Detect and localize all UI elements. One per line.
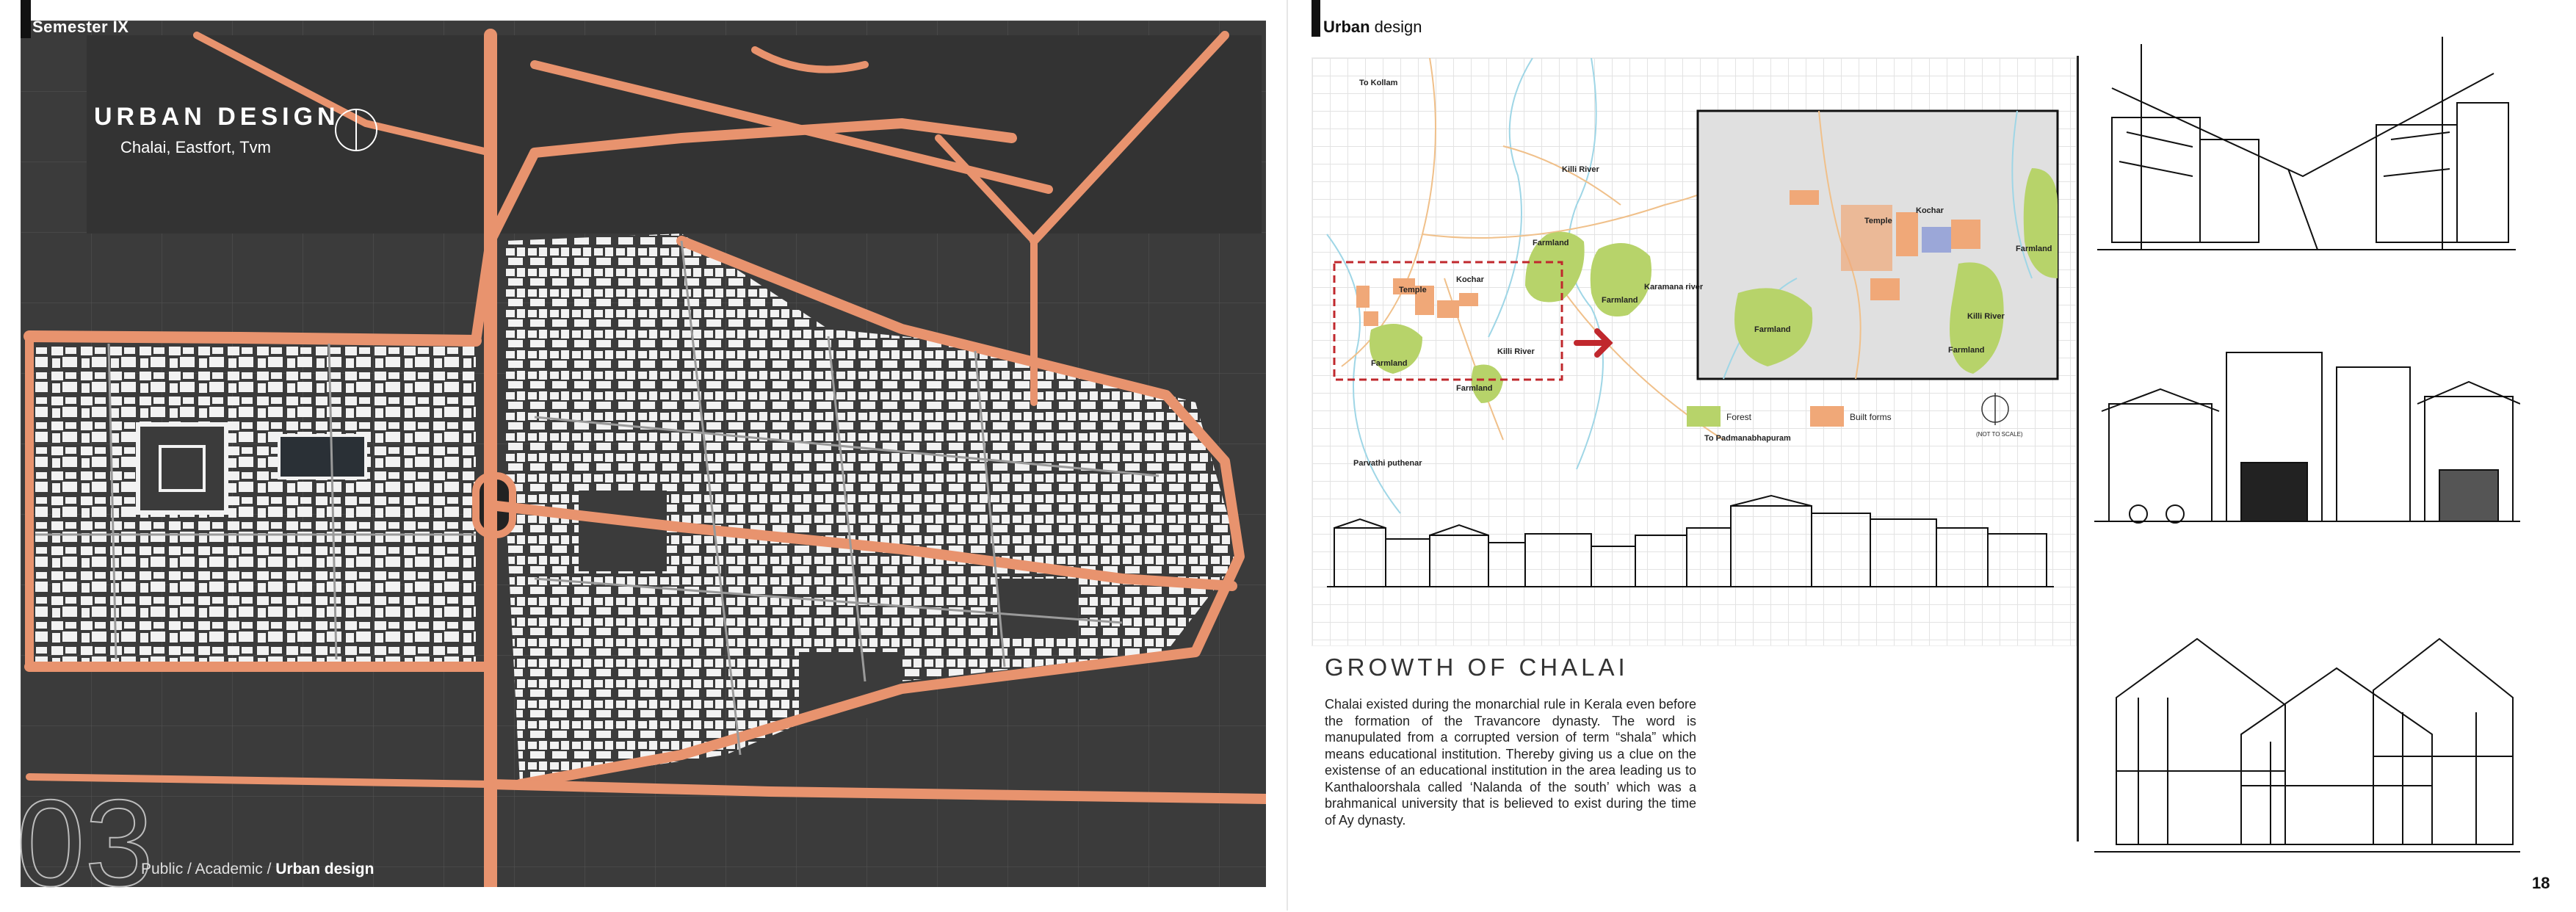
label-farmland-4: Farmland	[1456, 384, 1493, 393]
column-divider	[2077, 56, 2079, 842]
label-farmland-1: Farmland	[1533, 239, 1569, 247]
semester-label: Semester IX	[32, 18, 129, 36]
breadcrumb	[141, 861, 374, 878]
label-to-padmanabhapuram: To Padmanabhapuram	[1704, 434, 1791, 443]
north-arrow-icon	[335, 109, 377, 151]
map-subtitle: Chalai, Eastfort, Tvm	[120, 138, 271, 156]
sketch-traditional-houses	[2094, 609, 2520, 889]
legend-swatch-forest	[1687, 406, 1721, 427]
label-karamana-river: Karamana river	[1644, 283, 1704, 292]
label-farmland-3: Farmland	[1371, 359, 1408, 368]
map-title: URBAN DESIGN	[94, 103, 340, 131]
label-killi-river-top: Killi River	[1562, 165, 1599, 174]
site-context-panel	[1311, 57, 2077, 646]
inset-label-farmland-right: Farmland	[2016, 245, 2052, 253]
label-killi-river: Killi River	[1497, 347, 1535, 356]
label-kochar: Kochar	[1456, 275, 1484, 284]
inset-label-kochar: Kochar	[1916, 206, 1944, 215]
forest-areas	[1370, 232, 1651, 403]
semester-marker	[21, 0, 31, 38]
inset-label-farmland-left: Farmland	[1754, 325, 1791, 334]
page-header	[1323, 18, 1422, 37]
label-not-to-scale: (NOT TO SCALE)	[1976, 431, 2023, 438]
header-marker	[1311, 0, 1320, 37]
inset-label-farmland-bottom: Farmland	[1948, 346, 1985, 355]
page-number: 18	[2532, 874, 2550, 892]
label-to-kollam: To Kollam	[1359, 79, 1398, 87]
streetscape-elevation	[1327, 496, 2054, 587]
sketch-shopfronts	[2094, 338, 2520, 536]
inset-label-temple: Temple	[1864, 217, 1892, 225]
label-parvathi-puthenar: Parvathi puthenar	[1353, 459, 1422, 468]
breadcrumb-prefix: Public / Academic /	[141, 861, 276, 877]
legend-label-built: Built forms	[1850, 412, 1892, 422]
label-temple: Temple	[1399, 286, 1427, 294]
west-blocks	[35, 340, 476, 667]
sketch-street-view	[2097, 29, 2516, 279]
inset-label-killi-river: Killi River	[1967, 312, 2005, 321]
legend-swatch-built	[1810, 406, 1844, 427]
section-heading: GROWTH OF CHALAI	[1325, 654, 1629, 681]
section-number: 03	[16, 774, 153, 912]
header-bold: Urban	[1323, 18, 1370, 36]
label-farmland-2: Farmland	[1602, 296, 1638, 305]
body-paragraph: Chalai existed during the monarchial rule in Kerala even before the formation of the Travancore dynasty. The word is manupulated from a corrupted version of term “shala” which means educational institution. Thereby giving us a clue on the existense of an educational institution in the area leading us to Kanthaloorshala called ‘Nalanda of the south’ which was a brahmanical university that is believed to exist during the time of Ay dynasty.	[1325, 697, 1696, 828]
inset-map	[1698, 111, 2058, 379]
header-rest: design	[1370, 18, 1422, 36]
breadcrumb-current: Urban design	[275, 861, 375, 877]
legend-label-forest: Forest	[1726, 412, 1752, 422]
red-arrow-icon	[1577, 331, 1609, 355]
